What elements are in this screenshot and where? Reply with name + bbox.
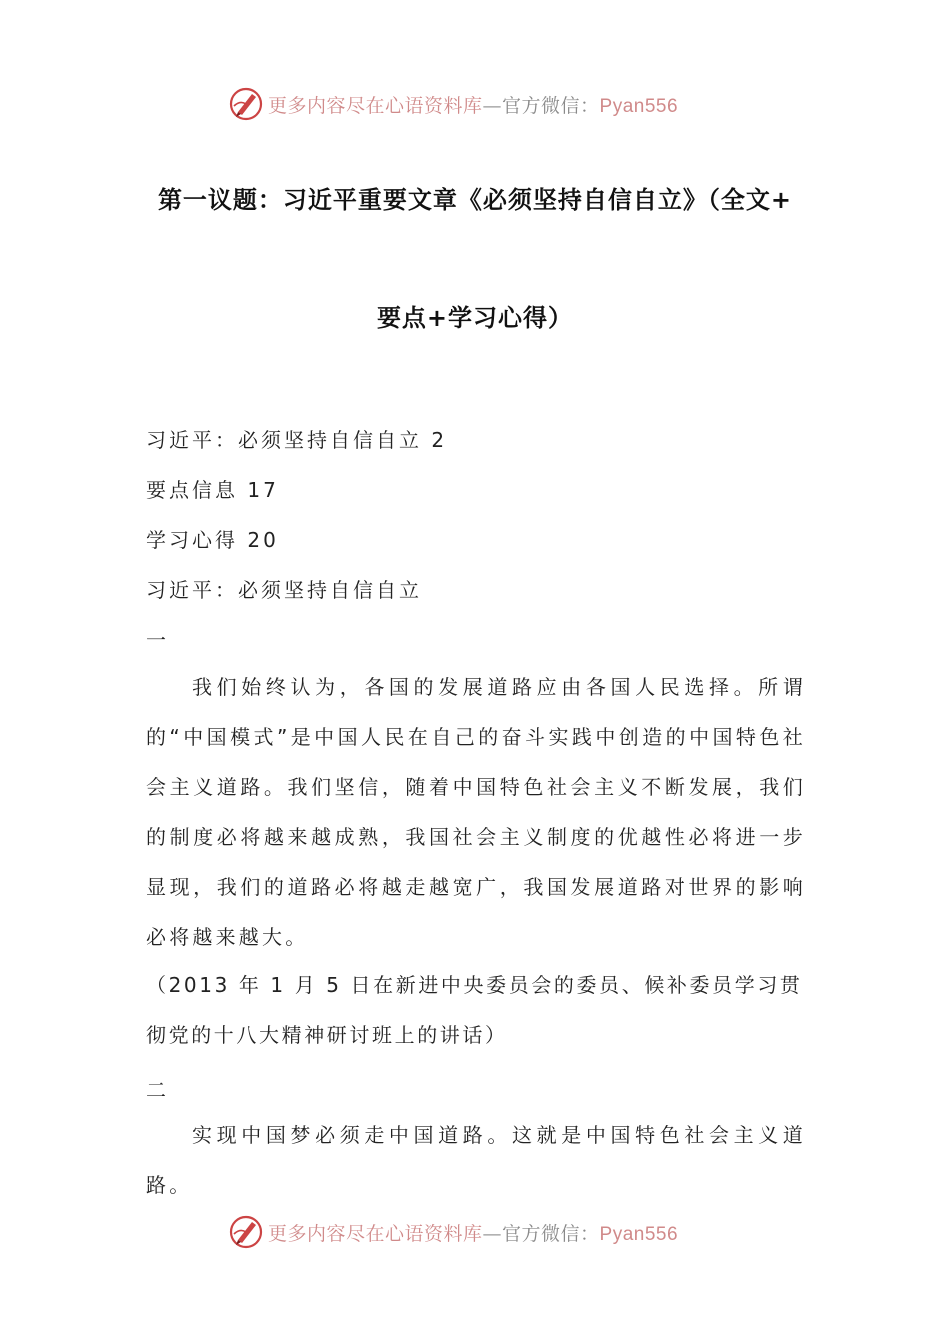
- watermark-wechat-label: 官方微信：: [502, 1222, 600, 1245]
- watermark-wechat-label: 官方微信：: [502, 94, 600, 117]
- watermark-main: 更多内容尽在心语资料库: [268, 1222, 483, 1245]
- watermark-banner-bottom: [228, 1210, 748, 1254]
- document-title-line2: 要点+学习心得）: [376, 304, 574, 332]
- watermark-text: [268, 1219, 678, 1246]
- source-note: （2013 年 1 月 5 日在新进中央委员会的委员、候补委员学习贯彻党的十八大精神研讨班上的讲话）: [146, 973, 803, 1047]
- toc-item[interactable]: 要点信息 17: [146, 478, 279, 502]
- part-marker-2: 二: [146, 1078, 169, 1102]
- pen-logo-icon: [228, 1214, 264, 1250]
- watermark-wechat-id: Pyan556: [599, 95, 679, 117]
- paragraph-part1: 我们始终认为，各国的发展道路应由各国人民选择。所谓的“中国模式”是中国人民在自己的奋斗实践中创造的中国特色社会主义道路。我们坚信，随着中国特色社会主义不断发展，我们的制度必将越来越成熟，我国社会主义制度的优越性必将进一步显现，我们的道路必将越走越宽广，我国发展道路对世界的影响必将越来越大。: [146, 675, 806, 949]
- watermark-text: [268, 91, 678, 118]
- watermark-dash: —: [482, 1222, 503, 1245]
- toc-item[interactable]: 习近平：必须坚持自信自立 2: [146, 428, 448, 452]
- toc-item[interactable]: 学习心得 20: [146, 528, 279, 552]
- document-title-line1: 第一议题：习近平重要文章《必须坚持自信自立》（全文+: [157, 186, 793, 214]
- watermark-wechat-id: Pyan556: [599, 1223, 679, 1245]
- watermark-main: 更多内容尽在心语资料库: [268, 94, 483, 117]
- section-heading: 习近平：必须坚持自信自立: [146, 578, 422, 602]
- watermark-dash: —: [482, 94, 503, 117]
- paragraph-part2: 实现中国梦必须走中国道路。这就是中国特色社会主义道路。: [146, 1123, 806, 1197]
- watermark-banner-top: [228, 82, 748, 126]
- pen-logo-icon: [228, 86, 264, 122]
- part-marker-1: 一: [146, 628, 169, 652]
